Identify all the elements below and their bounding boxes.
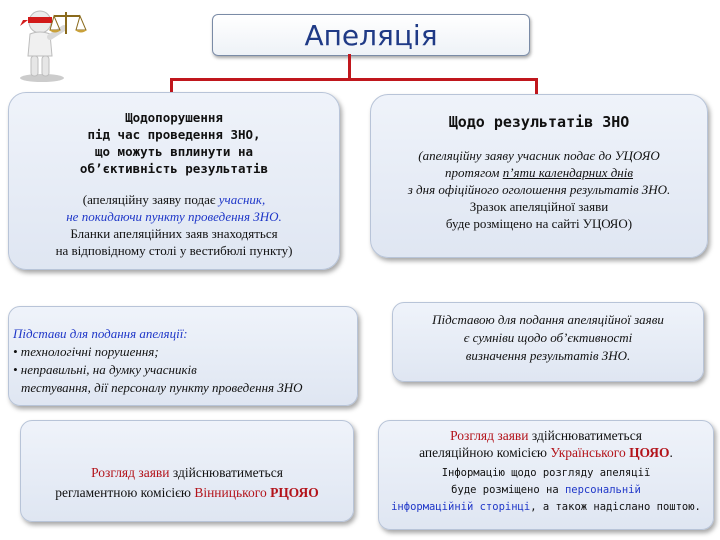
violations-note: (апеляційну заяву подає учасник, не покидаючи пункту проведення ЗНО. Бланки апеляційних заяв знаходяться на відповідному столі у вестибюлі пункту) (55, 192, 293, 258)
review-left-box: Розгляд заяви здійснюватиметься регламентною комісією Вінницького РЦОЯО (20, 420, 354, 522)
grounds-item: • неправильні, на думку учасників (13, 362, 197, 377)
grounds-item: • технологічні порушення; (13, 344, 159, 359)
connector-center (348, 54, 351, 80)
results-heading: Щодо результатів ЗНО (448, 113, 630, 131)
results-note: (апеляційну заяву учасник подає до УЦОЯО протягом п’яти календарних днів з дня офіційного оголошення результатів ЗНО. Зразок апеляційної заяви буде розміщено на сайті УЦОЯО) (407, 148, 671, 231)
grounds-left-box: Підстави для подання апеляції: • технологічні порушення; • неправильні, на думку учасників тестування, дії персоналу пункту проведення ЗНО (8, 306, 358, 406)
in-exam-violations-box (8, 92, 340, 270)
justice-figure-icon (6, 4, 88, 84)
connector-horizontal (170, 78, 536, 81)
grounds-title: Підстави для подання апеляції: (13, 326, 188, 341)
page-title: Апеляція (212, 14, 530, 56)
violations-heading: Щодопорушення під час проведення ЗНО, що можуть вплинути на об’єктивність результатів (79, 110, 269, 176)
review-right-box: Розгляд заяви здійснюватиметься апеляційною комісією Українського ЦОЯО. Інформацію щодо розгляду апеляції буде розміщено на персональній інформаційній сторінці, а також надіслано поштою. (378, 420, 714, 530)
grounds-right-box: Підставою для подання апеляційної заяви є сумніви щодо об’єктивності визначення результатів ЗНО. (392, 302, 704, 382)
results-appeal-box (370, 94, 708, 258)
